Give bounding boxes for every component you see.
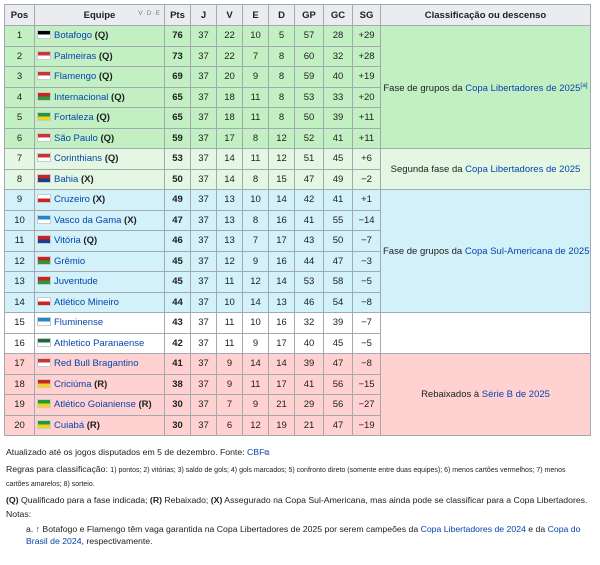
cell-team (35, 210, 165, 231)
cell-v: 20 (217, 67, 243, 88)
cell-team (35, 128, 165, 149)
team-flag-icon (37, 133, 51, 142)
cell-team (35, 251, 165, 272)
qualification-lib2: Segunda fase da Copa Libertadores de 2025 (381, 149, 591, 190)
cell-v: 13 (217, 231, 243, 252)
cell-gp: 42 (295, 190, 324, 211)
cell-e: 8 (243, 128, 269, 149)
cell-v: 11 (217, 313, 243, 334)
team-link[interactable]: São Paulo (54, 132, 98, 144)
team-link[interactable]: Cruzeiro (54, 194, 90, 206)
cell-gc: 58 (324, 272, 353, 293)
cell-gp: 60 (295, 46, 324, 67)
cell-gc: 47 (324, 415, 353, 436)
team-flag-icon (37, 256, 51, 265)
team-flag-icon (37, 276, 51, 285)
cell-pts: 30 (165, 415, 191, 436)
cell-sg: −7 (353, 313, 381, 334)
cell-pts: 73 (165, 46, 191, 67)
team-link[interactable]: Bahia (54, 173, 79, 185)
cell-gc: 56 (324, 395, 353, 416)
cell-d: 8 (269, 108, 295, 129)
cell-gp: 50 (295, 108, 324, 129)
legend-line: (Q) Qualificado para a fase indicada; (R) Rebaixado; (X) Assegurado na Copa Sul-Americana, mas ainda pode se classificar para a Copa Libertadores. (6, 494, 588, 505)
cell-v: 13 (217, 190, 243, 211)
cell-j: 37 (191, 169, 217, 190)
team-flag-icon (37, 92, 51, 101)
note-a: a. ↑ Botafogo e Flamengo têm vaga garantida na Copa Libertadores de 2025 por serem campeões da Copa Libertadores de 2024 e da Copa do Brasil de 2024, respectivamente. (26, 523, 581, 546)
cell-gp: 43 (295, 231, 324, 252)
cell-j: 37 (191, 190, 217, 211)
team-link[interactable]: Flamengo (54, 71, 97, 83)
cell-e: 8 (243, 169, 269, 190)
cell-j: 37 (191, 87, 217, 108)
footer (6, 446, 588, 550)
cell-team (35, 190, 165, 211)
cell-d: 19 (269, 415, 295, 436)
source-link[interactable]: CBF (247, 447, 265, 457)
cell-e: 11 (243, 149, 269, 170)
cell-sg: −8 (353, 354, 381, 375)
cell-v: 12 (217, 251, 243, 272)
competition-link[interactable]: Copa Sul-Americana de 2025 (464, 245, 590, 257)
external-link-icon: ⧉ (264, 450, 270, 457)
header-pts: Pts (165, 5, 191, 26)
footnote-ref[interactable]: [a] (580, 81, 588, 89)
cell-e: 7 (243, 231, 269, 252)
cell-gc: 40 (324, 67, 353, 88)
cell-pts: 46 (165, 231, 191, 252)
cell-j: 37 (191, 251, 217, 272)
header-j: J (191, 5, 217, 26)
cell-pos: 3 (5, 67, 35, 88)
cell-pts: 45 (165, 272, 191, 293)
standings-table (4, 4, 591, 436)
cell-sg: +6 (353, 149, 381, 170)
team-status-suffix: (Q) (92, 30, 109, 42)
cell-gc: 50 (324, 231, 353, 252)
cell-pts: 69 (165, 67, 191, 88)
team-link[interactable]: Atlético Goianiense (54, 399, 136, 411)
cell-sg: −3 (353, 251, 381, 272)
cell-e: 11 (243, 108, 269, 129)
cell-d: 15 (269, 169, 295, 190)
team-status-suffix: (Q) (93, 112, 110, 124)
cell-d: 13 (269, 292, 295, 313)
updated-line: Atualizado até os jogos disputados em 5 de dezembro. Fonte: CBF⧉ (6, 447, 270, 457)
cell-pts: 47 (165, 210, 191, 231)
cell-gc: 47 (324, 251, 353, 272)
team-link[interactable]: Corinthians (54, 153, 103, 165)
cell-team (35, 313, 165, 334)
cell-e: 9 (243, 333, 269, 354)
cell-team (35, 26, 165, 47)
cell-gp: 32 (295, 313, 324, 334)
cell-j: 37 (191, 272, 217, 293)
cell-sg: −15 (353, 374, 381, 395)
team-flag-icon (37, 194, 51, 203)
cell-d: 14 (269, 190, 295, 211)
cell-v: 7 (217, 395, 243, 416)
cell-pos: 9 (5, 190, 35, 211)
team-link[interactable]: Grêmio (54, 255, 86, 267)
cell-gc: 41 (324, 128, 353, 149)
cell-sg: +28 (353, 46, 381, 67)
competition-link[interactable]: Copa Libertadores de 2025 (465, 163, 581, 175)
cell-e: 14 (243, 292, 269, 313)
team-flag-icon (37, 338, 51, 347)
cell-j: 37 (191, 231, 217, 252)
table-row (5, 149, 591, 170)
cell-d: 17 (269, 333, 295, 354)
cell-d: 8 (269, 67, 295, 88)
cell-sg: +1 (353, 190, 381, 211)
cell-team (35, 231, 165, 252)
team-flag-icon (37, 174, 51, 183)
cell-team (35, 415, 165, 436)
header-team: Equipe V·D·E (35, 5, 165, 26)
cell-e: 12 (243, 272, 269, 293)
cell-team (35, 354, 165, 375)
cell-j: 37 (191, 108, 217, 129)
cell-team (35, 67, 165, 88)
cell-d: 14 (269, 272, 295, 293)
cell-pos: 2 (5, 46, 35, 67)
cell-j: 37 (191, 292, 217, 313)
cell-j: 37 (191, 128, 217, 149)
team-status-suffix: (X) (121, 214, 137, 226)
cell-e: 9 (243, 67, 269, 88)
cell-e: 7 (243, 46, 269, 67)
table-row (5, 313, 591, 334)
qualification-lib: Fase de grupos da Copa Libertadores de 2025[a] (381, 26, 591, 149)
cell-pos: 17 (5, 354, 35, 375)
cell-sg: +11 (353, 128, 381, 149)
cell-sg: −14 (353, 210, 381, 231)
cell-v: 22 (217, 26, 243, 47)
cell-pos: 6 (5, 128, 35, 149)
cell-sg: −5 (353, 272, 381, 293)
team-link[interactable]: Vitória (54, 235, 81, 247)
cell-gp: 44 (295, 251, 324, 272)
cell-d: 12 (269, 128, 295, 149)
header-row (5, 5, 591, 26)
header-d: D (269, 5, 295, 26)
cell-e: 11 (243, 374, 269, 395)
cell-e: 14 (243, 354, 269, 375)
cell-j: 37 (191, 67, 217, 88)
cell-sg: −19 (353, 415, 381, 436)
cell-v: 17 (217, 128, 243, 149)
cell-gp: 51 (295, 149, 324, 170)
cell-team (35, 108, 165, 129)
team-status-suffix: (Q) (96, 71, 113, 83)
cell-gc: 56 (324, 374, 353, 395)
cell-gc: 39 (324, 108, 353, 129)
cell-v: 11 (217, 333, 243, 354)
cell-pts: 59 (165, 128, 191, 149)
cell-e: 9 (243, 395, 269, 416)
cell-team (35, 395, 165, 416)
team-flag-icon (37, 30, 51, 39)
cell-j: 37 (191, 415, 217, 436)
cell-pos: 20 (5, 415, 35, 436)
cell-j: 37 (191, 46, 217, 67)
cell-team (35, 149, 165, 170)
team-flag-icon (37, 215, 51, 224)
team-status-suffix: (Q) (96, 50, 113, 62)
team-flag-icon (37, 112, 51, 121)
cell-gc: 45 (324, 333, 353, 354)
cell-gc: 54 (324, 292, 353, 313)
cell-j: 37 (191, 26, 217, 47)
cell-e: 10 (243, 313, 269, 334)
cell-gc: 39 (324, 313, 353, 334)
team-flag-icon (37, 399, 51, 408)
team-flag-icon (37, 235, 51, 244)
team-link[interactable]: Botafogo (54, 30, 93, 42)
header-sg: SG (353, 5, 381, 26)
cell-pos: 16 (5, 333, 35, 354)
table-row (5, 26, 591, 47)
cell-v: 18 (217, 108, 243, 129)
team-link[interactable]: Criciúma (54, 378, 92, 390)
cell-v: 22 (217, 46, 243, 67)
team-link[interactable]: Palmeiras (54, 50, 97, 62)
note-a-backlink-icon[interactable]: ↑ (35, 523, 41, 534)
team-flag-icon (37, 297, 51, 306)
cell-pts: 76 (165, 26, 191, 47)
rules-line: Regras para classificação: 1) pontos; 2) vitórias; 3) saldo de gols; 4) gols marcados; 5) confronto direto (somente entre duas equipes); 6) menos cartões vermelhos; 7) menos cartões amarelos; 8) sorteio. (6, 463, 566, 488)
team-flag-icon (37, 420, 51, 429)
cell-pos: 13 (5, 272, 35, 293)
cell-d: 21 (269, 395, 295, 416)
cell-pts: 50 (165, 169, 191, 190)
cell-pts: 30 (165, 395, 191, 416)
team-link[interactable]: Fortaleza (54, 112, 94, 124)
header-qualification: Classificação ou descenso (381, 5, 591, 26)
cell-gc: 45 (324, 149, 353, 170)
cell-pos: 12 (5, 251, 35, 272)
cell-v: 9 (217, 374, 243, 395)
cell-pts: 65 (165, 87, 191, 108)
competition-link[interactable]: Copa Libertadores de 2025 (465, 83, 581, 95)
team-flag-icon (37, 379, 51, 388)
cell-gp: 57 (295, 26, 324, 47)
cell-sg: +11 (353, 108, 381, 129)
cell-e: 12 (243, 415, 269, 436)
cell-pos: 1 (5, 26, 35, 47)
cell-gp: 47 (295, 169, 324, 190)
cell-d: 16 (269, 313, 295, 334)
cell-e: 9 (243, 251, 269, 272)
team-link[interactable]: Athletico Paranaense (54, 337, 145, 349)
cell-pts: 44 (165, 292, 191, 313)
cell-pts: 53 (165, 149, 191, 170)
cell-d: 8 (269, 87, 295, 108)
cell-pos: 11 (5, 231, 35, 252)
team-flag-icon (37, 153, 51, 162)
cell-sg: −5 (353, 333, 381, 354)
cell-pts: 49 (165, 190, 191, 211)
cell-pos: 10 (5, 210, 35, 231)
team-status-suffix: (X) (89, 194, 106, 206)
cell-sg: −2 (353, 169, 381, 190)
cell-gp: 41 (295, 374, 324, 395)
cell-pos: 7 (5, 149, 35, 170)
cell-v: 13 (217, 210, 243, 231)
team-status-suffix: (Q) (80, 235, 98, 247)
team-status-suffix: (Q) (108, 91, 125, 103)
cell-gp: 53 (295, 272, 324, 293)
team-link[interactable]: Atlético Mineiro (54, 296, 119, 308)
cell-gc: 41 (324, 190, 353, 211)
qualification-sul: Fase de grupos da Copa Sul-Americana de 2025 (381, 190, 591, 313)
team-flag-icon (37, 71, 51, 80)
cell-gp: 52 (295, 128, 324, 149)
cell-j: 37 (191, 149, 217, 170)
cell-gp: 53 (295, 87, 324, 108)
team-status-suffix: (Q) (102, 153, 119, 165)
header-pos: Pos (5, 5, 35, 26)
cell-team (35, 374, 165, 395)
libertadores-2024-link[interactable]: Copa Libertadores de 2024 (420, 523, 526, 534)
copa-do-brasil-2024-link[interactable]: Copa do Brasil de 2024 (26, 523, 581, 546)
cell-gp: 46 (295, 292, 324, 313)
team-status-suffix: (R) (84, 419, 100, 431)
cell-gc: 47 (324, 354, 353, 375)
cell-e: 10 (243, 26, 269, 47)
cell-gc: 49 (324, 169, 353, 190)
header-v: V (217, 5, 243, 26)
team-flag-icon (37, 358, 51, 367)
cell-pts: 43 (165, 313, 191, 334)
team-flag-icon (37, 317, 51, 326)
cell-d: 5 (269, 26, 295, 47)
cell-gp: 21 (295, 415, 324, 436)
cell-pos: 8 (5, 169, 35, 190)
cell-d: 14 (269, 354, 295, 375)
cell-gp: 40 (295, 333, 324, 354)
cell-sg: −8 (353, 292, 381, 313)
cell-sg: −27 (353, 395, 381, 416)
cell-d: 17 (269, 374, 295, 395)
cell-d: 17 (269, 231, 295, 252)
team-link[interactable]: Red Bull Bragantino (54, 358, 139, 370)
cell-j: 37 (191, 313, 217, 334)
cell-team (35, 169, 165, 190)
cell-gp: 41 (295, 210, 324, 231)
cell-sg: −7 (353, 231, 381, 252)
qualification-rel: Rebaixados à Série B de 2025 (381, 354, 591, 436)
team-link[interactable]: Vasco da Gama (54, 214, 122, 226)
cell-v: 14 (217, 169, 243, 190)
cell-pts: 42 (165, 333, 191, 354)
cell-pts: 45 (165, 251, 191, 272)
cell-pos: 15 (5, 313, 35, 334)
header-gc: GC (324, 5, 353, 26)
cell-pos: 19 (5, 395, 35, 416)
cell-gc: 33 (324, 87, 353, 108)
team-status-suffix: (R) (135, 399, 152, 411)
cell-j: 37 (191, 395, 217, 416)
qualification-none (381, 313, 591, 354)
header-gp: GP (295, 5, 324, 26)
cell-team (35, 87, 165, 108)
cell-d: 8 (269, 46, 295, 67)
cell-sg: +29 (353, 26, 381, 47)
cell-pts: 65 (165, 108, 191, 129)
cell-j: 37 (191, 333, 217, 354)
cell-e: 10 (243, 190, 269, 211)
cell-v: 11 (217, 272, 243, 293)
cell-j: 37 (191, 374, 217, 395)
cell-pts: 41 (165, 354, 191, 375)
cell-gp: 29 (295, 395, 324, 416)
cell-gp: 39 (295, 354, 324, 375)
team-link[interactable]: Fluminense (54, 317, 104, 329)
cell-team (35, 46, 165, 67)
cell-d: 16 (269, 210, 295, 231)
cell-sg: +19 (353, 67, 381, 88)
cell-gc: 28 (324, 26, 353, 47)
vde-navbox-links[interactable]: V·D·E (138, 10, 161, 17)
cell-d: 12 (269, 149, 295, 170)
team-flag-icon (37, 51, 51, 60)
cell-sg: +20 (353, 87, 381, 108)
cell-team (35, 292, 165, 313)
cell-j: 37 (191, 354, 217, 375)
cell-pos: 14 (5, 292, 35, 313)
team-status-suffix: (X) (78, 173, 94, 185)
cell-v: 14 (217, 149, 243, 170)
cell-team (35, 333, 165, 354)
cell-e: 11 (243, 87, 269, 108)
cell-pts: 38 (165, 374, 191, 395)
team-status-suffix: (Q) (97, 132, 115, 144)
table-row (5, 354, 591, 375)
team-status-suffix: (R) (91, 378, 108, 390)
team-link[interactable]: Internacional (54, 91, 109, 103)
team-link[interactable]: Juventude (54, 276, 98, 288)
cell-d: 16 (269, 251, 295, 272)
cell-v: 10 (217, 292, 243, 313)
team-link[interactable]: Cuiabá (54, 419, 85, 431)
cell-pos: 4 (5, 87, 35, 108)
cell-gc: 55 (324, 210, 353, 231)
cell-v: 6 (217, 415, 243, 436)
cell-v: 18 (217, 87, 243, 108)
competition-link[interactable]: Série B de 2025 (481, 389, 550, 400)
cell-team (35, 272, 165, 293)
cell-pos: 18 (5, 374, 35, 395)
cell-pos: 5 (5, 108, 35, 129)
table-row (5, 190, 591, 211)
notes-label: Notas: (6, 509, 32, 519)
cell-v: 9 (217, 354, 243, 375)
cell-j: 37 (191, 210, 217, 231)
header-e: E (243, 5, 269, 26)
cell-gp: 59 (295, 67, 324, 88)
cell-gc: 32 (324, 46, 353, 67)
cell-e: 8 (243, 210, 269, 231)
